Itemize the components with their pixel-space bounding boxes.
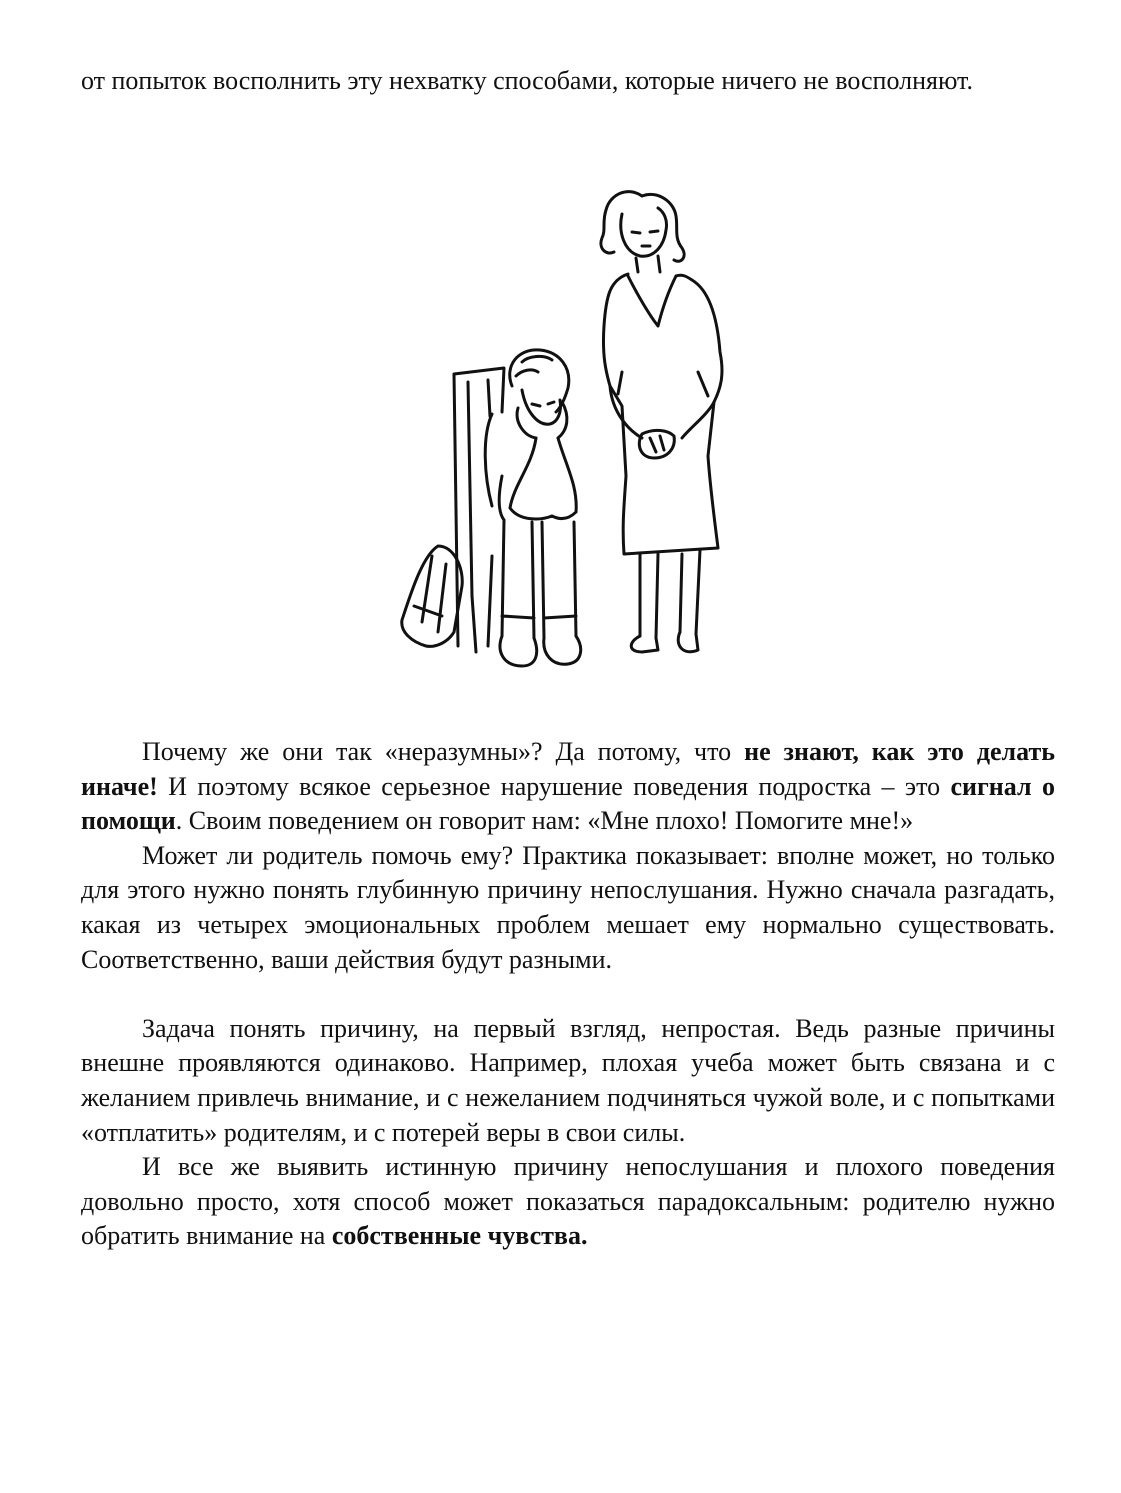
chair-legs <box>472 556 492 652</box>
paragraph-3: Задача понять причину, на первый взгляд, непростая. Ведь разные причины внешне проявляются одинаково. Например, плохая учеба может быть связана и с желанием привлечь внимание, и с нежеланием подчиняться чужой воле, и с попытками «отплатить» родителям, и с потерей веры в свои силы. <box>81 1013 1055 1147</box>
paragraph-1 <box>81 735 1055 839</box>
teen-legs <box>502 520 576 638</box>
mother-arms <box>610 372 714 438</box>
teen-face <box>522 390 561 424</box>
paragraph-4 <box>81 1150 1055 1254</box>
paragraph-1-text-1: Почему же они так «неразумны»? Да потому, что <box>142 737 745 766</box>
blank-line <box>81 977 1055 1012</box>
paragraph-4-text-1: И все же выявить истинную причину непослушания и плохого поведения довольно просто, хотя способ может показаться парадоксальным: родителю нужно обратить внимание на <box>81 1152 1055 1251</box>
teen-eyes <box>532 402 554 406</box>
teen-torso <box>485 414 504 520</box>
mother-legs <box>640 550 700 638</box>
teen-shoes <box>500 636 581 666</box>
mother-collar <box>628 256 676 326</box>
top-paragraph: от попыток восполнить эту нехватку способами, которые ничего не восполняют. <box>81 66 973 95</box>
mother-face <box>621 208 667 256</box>
body-text <box>81 735 1055 1254</box>
mother-hands <box>639 430 674 458</box>
top-paragraph-block <box>81 64 1055 99</box>
paragraph-1-bold-1: не знают, как это делать иначе! <box>81 737 1055 801</box>
teen-and-mother-illustration-icon <box>392 176 732 688</box>
paragraph-4-bold-1: собственные чувства. <box>331 1221 588 1251</box>
mother-hair <box>601 192 684 262</box>
backpack <box>402 546 462 646</box>
mother-eyes <box>632 231 658 233</box>
chair-back <box>454 368 504 646</box>
paragraph-1-bold-2: сигнал о помощи <box>81 771 1055 836</box>
paragraph-1-text-2: И поэтому всякое серьезное нарушение поведения подростка – это <box>157 771 951 801</box>
paragraph-1-text-3: . Своим поведением он говорит нам: «Мне плохо! Помогите мне!» <box>175 806 914 836</box>
paragraph-2: Может ли родитель помочь ему? Практика показывает: вполне может, но только для этого нужно понять глубинную причину непослушания. Нужно сначала разгадать, какая из четырех эмоциональных проблем мешает ему нормально существовать. Соответственно, ваши действия будут разными. <box>81 840 1055 974</box>
teen-arms <box>510 438 576 519</box>
